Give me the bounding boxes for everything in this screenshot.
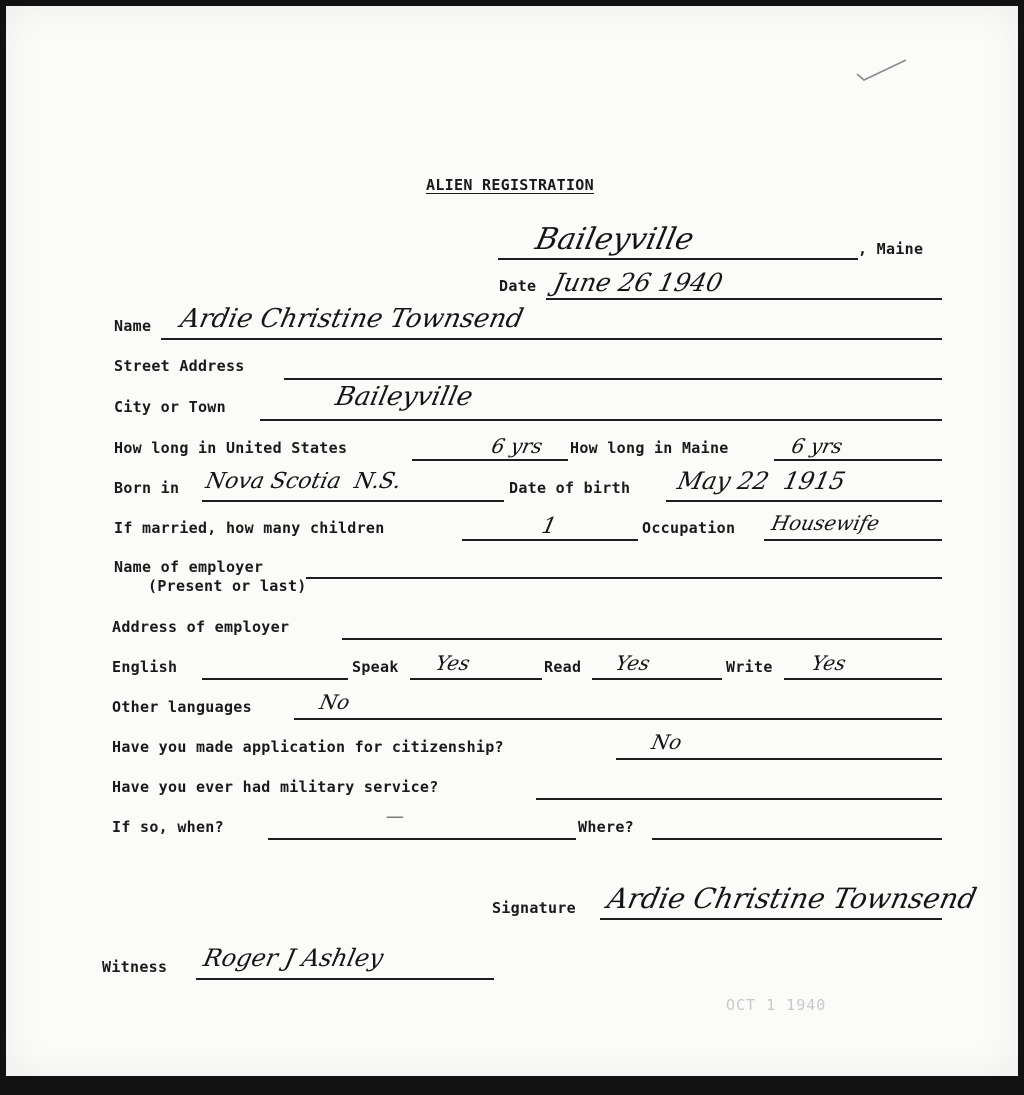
military-line bbox=[536, 798, 942, 800]
occupation-value: Housewife bbox=[769, 511, 882, 535]
other-languages-label: Other languages bbox=[112, 698, 252, 716]
years-us-line bbox=[412, 459, 568, 461]
employer-label: Name of employer bbox=[114, 558, 264, 576]
how-long-maine-label: How long in Maine bbox=[570, 439, 729, 457]
street-label: Street Address bbox=[114, 357, 245, 375]
name-label: Name bbox=[114, 317, 152, 335]
town-value: Baileyville bbox=[532, 222, 698, 257]
name-line bbox=[161, 338, 942, 340]
signature-label: Signature bbox=[492, 899, 576, 917]
write-value: Yes bbox=[809, 651, 849, 675]
citizenship-label: Have you made application for citizenship? bbox=[112, 738, 504, 756]
name-value: Ardie Christine Townsend bbox=[177, 304, 526, 334]
years-maine-value: 6 yrs bbox=[789, 434, 845, 458]
employer-line bbox=[306, 577, 942, 579]
other-languages-value: No bbox=[317, 690, 353, 714]
witness-value: Roger J Ashley bbox=[201, 944, 386, 972]
when-label: If so, when? bbox=[112, 818, 224, 836]
years-maine-line bbox=[774, 459, 942, 461]
registration-form-paper bbox=[6, 6, 1018, 1076]
speak-label: Speak bbox=[352, 658, 399, 676]
town-line bbox=[498, 258, 858, 260]
read-label: Read bbox=[544, 658, 582, 676]
employer-address-line bbox=[342, 638, 942, 640]
employer-address-label: Address of employer bbox=[112, 618, 290, 636]
citizenship-value: No bbox=[649, 730, 685, 754]
other-languages-line bbox=[294, 718, 942, 720]
born-label: Born in bbox=[114, 479, 180, 497]
occupation-line bbox=[764, 539, 942, 541]
write-label: Write bbox=[726, 658, 773, 676]
read-line bbox=[592, 678, 722, 680]
married-label: If married, how many children bbox=[114, 519, 385, 537]
speak-value: Yes bbox=[433, 651, 473, 675]
state-label: , Maine bbox=[858, 240, 924, 258]
dob-label: Date of birth bbox=[509, 479, 631, 497]
read-value: Yes bbox=[613, 651, 653, 675]
when-value: — bbox=[383, 806, 407, 827]
check-mark-icon bbox=[854, 56, 914, 86]
citizenship-line bbox=[616, 758, 942, 760]
date-line bbox=[546, 298, 942, 300]
date-value: June 26 1940 bbox=[550, 268, 726, 297]
witness-label: Witness bbox=[102, 958, 168, 976]
where-line bbox=[652, 838, 942, 840]
english-label: English bbox=[112, 658, 178, 676]
witness-line bbox=[196, 978, 494, 980]
speak-line bbox=[410, 678, 542, 680]
when-line bbox=[268, 838, 576, 840]
born-line bbox=[202, 500, 504, 502]
form-title: ALIEN REGISTRATION bbox=[426, 176, 594, 194]
date-label: Date bbox=[499, 277, 537, 295]
write-line bbox=[784, 678, 942, 680]
how-long-us-label: How long in United States bbox=[114, 439, 348, 457]
where-label: Where? bbox=[578, 818, 634, 836]
street-line bbox=[284, 378, 942, 380]
children-line bbox=[462, 539, 638, 541]
occupation-label: Occupation bbox=[642, 519, 736, 537]
employer-sub-label: (Present or last) bbox=[148, 577, 307, 595]
city-value: Baileyville bbox=[332, 382, 476, 412]
born-value: Nova Scotia N.S. bbox=[203, 469, 404, 494]
military-label: Have you ever had military service? bbox=[112, 778, 439, 796]
english-line bbox=[202, 678, 348, 680]
dob-value: May 22 1915 bbox=[675, 467, 848, 495]
received-stamp: OCT 1 1940 bbox=[726, 996, 827, 1014]
years-us-value: 6 yrs bbox=[489, 434, 545, 458]
signature-line bbox=[600, 918, 942, 920]
city-line bbox=[260, 419, 942, 421]
dob-line bbox=[666, 500, 942, 502]
city-label: City or Town bbox=[114, 398, 226, 416]
children-value: 1 bbox=[539, 514, 559, 539]
signature-value: Ardie Christine Townsend bbox=[604, 882, 980, 915]
